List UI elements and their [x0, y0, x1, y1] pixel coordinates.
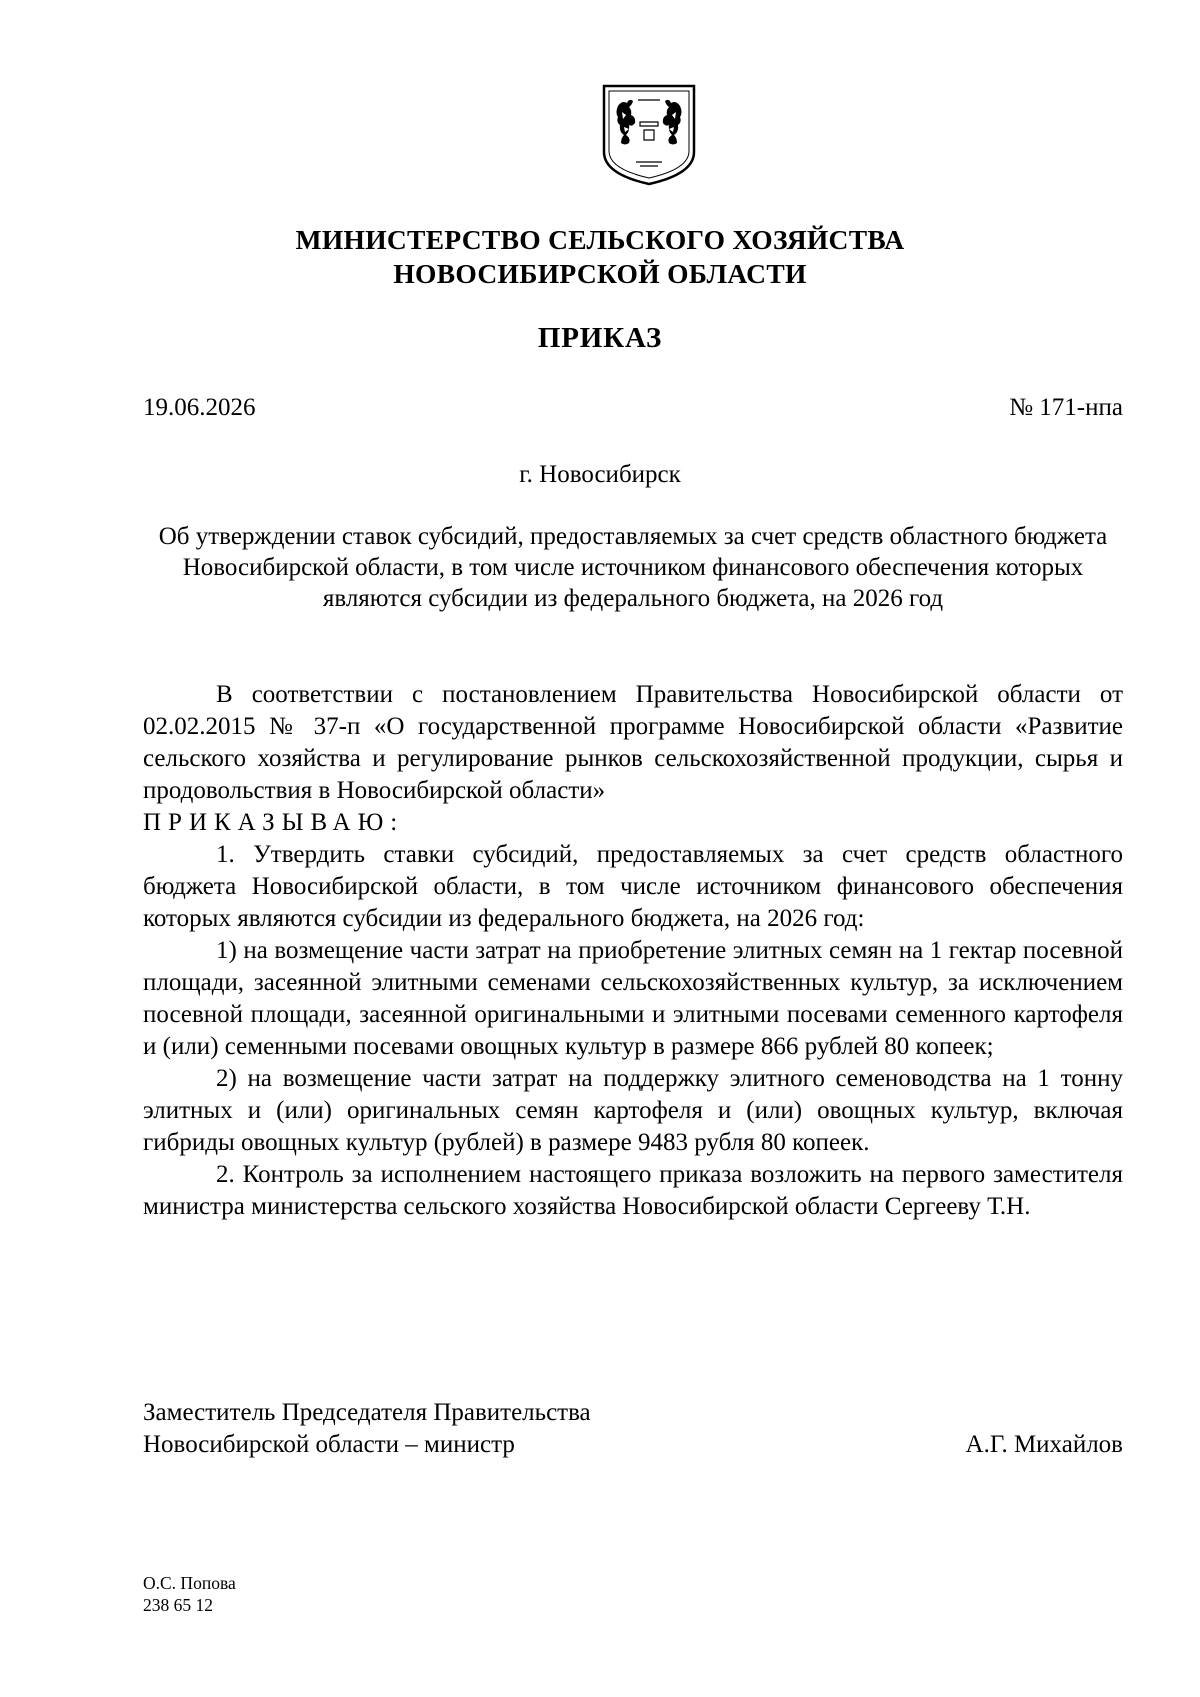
organization-name-line1: МИНИСТЕРСТВО СЕЛЬСКОГО ХОЗЯЙСТВА — [295, 224, 905, 255]
signer-name: А.Г. Михайлов — [965, 1431, 1123, 1458]
signature-block — [143, 1397, 1123, 1461]
preamble-paragraph: В соответствии с постановлением Правительства Новосибирской области от 02.02.2015 № 37-п «О государственной программе Новосибирской области «Развитие сельского хозяйства и регулирование рынков сельскохозяйственной продукции, сырья и продовольствия в Новосибирской области» — [143, 681, 1123, 804]
order-word: ПРИКАЗЫВАЮ: — [143, 809, 405, 836]
document-subject: Об утверждении ставок субсидий, предоставляемых за счет средств областного бюджета Новосибирской области, в том числе источником финансового обеспечения которых являются субсидии из федерального бюджета, на 2026 год — [158, 523, 1108, 612]
organization-name — [0, 223, 1200, 291]
signer-position-line1: Заместитель Председателя Правительства — [143, 1399, 591, 1426]
executor-phone: 238 65 12 — [143, 1595, 213, 1615]
organization-name-line2: НОВОСИБИРСКОЙ ОБЛАСТИ — [393, 258, 807, 289]
coat-of-arms-icon — [600, 82, 698, 188]
executor-name: О.С. Попова — [143, 1573, 236, 1593]
document-city: г. Новосибирск — [519, 461, 681, 488]
item-1-2-paragraph: 2) на возмещение части затрат на поддержку элитного семеноводства на 1 тонну элитных и (или) оригинальных семян картофеля и (или) овощных культур, включая гибриды овощных культур (рублей) в размере 9483 рубля 80 копеек. — [143, 1065, 1123, 1156]
document-type: ПРИКАЗ — [537, 322, 663, 354]
document-date: 19.06.2026 — [143, 394, 256, 421]
item-2-paragraph: 2. Контроль за исполнением настоящего приказа возложить на первого заместителя министра министерства сельского хозяйства Новосибирской области Сергееву Т.Н. — [143, 1161, 1123, 1220]
document-number: № 171-нпа — [1009, 394, 1123, 421]
item-1-paragraph: 1. Утвердить ставки субсидий, предоставляемых за счет средств областного бюджета Новосибирской области, в том числе источником финансового обеспечения которых являются субсидии из федерального бюджета, на 2026 год: — [143, 841, 1123, 932]
signer-position-line2: Новосибирской области – министр — [143, 1431, 515, 1458]
item-1-1-paragraph: 1) на возмещение части затрат на приобретение элитных семян на 1 гектар посевной площади, засеянной элитными семенами сельскохозяйственных культур, за исключением посевной площади, засеянной оригинальными и элитными посевами семенного картофеля и (или) семенными посевами овощных культур в размере 866 рублей 80 копеек; — [143, 937, 1123, 1060]
document-body — [143, 679, 1123, 1223]
executor-block — [143, 1572, 236, 1616]
